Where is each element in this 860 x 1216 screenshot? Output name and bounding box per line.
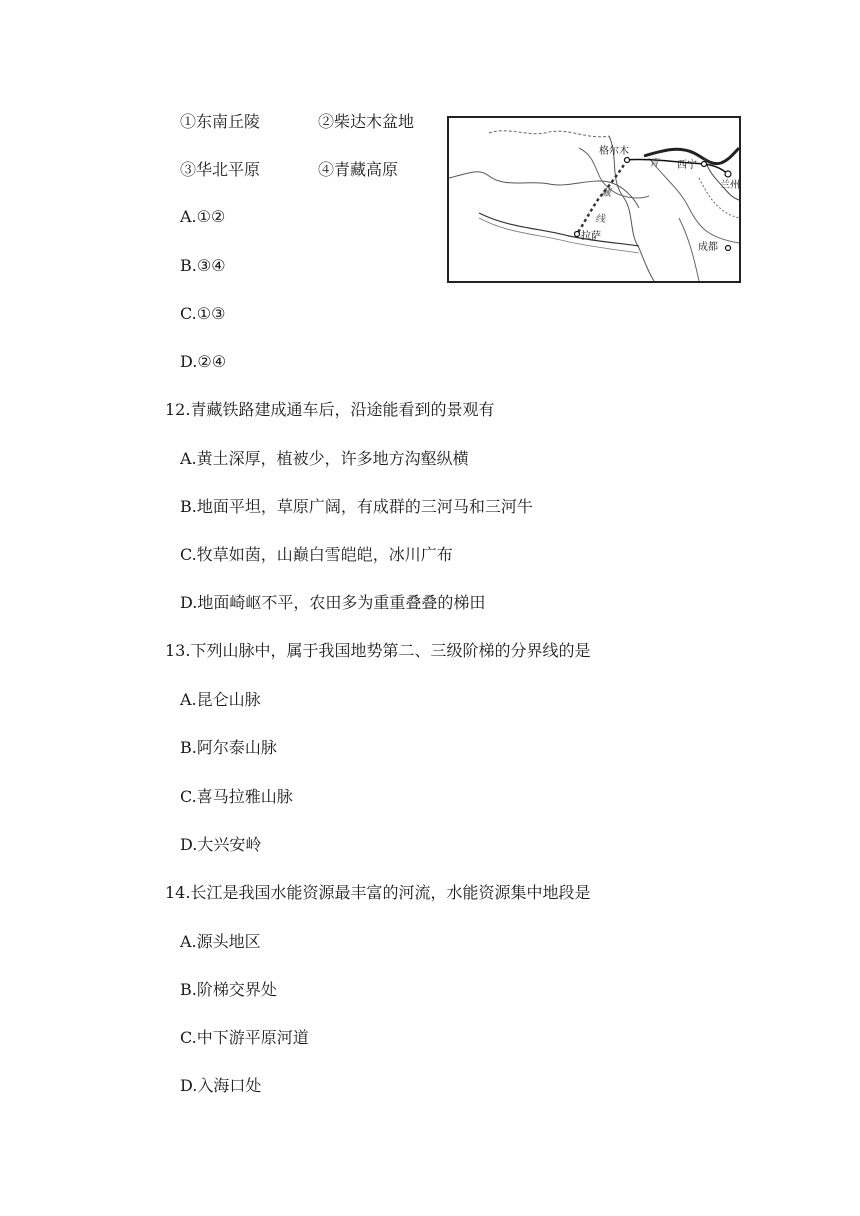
label-chengdu: 成都 xyxy=(698,242,718,253)
q12-option-d: D.地面崎岖不平，农田多为重重叠叠的梯田 xyxy=(180,593,486,612)
choice-1: ①东南丘陵 xyxy=(180,112,261,131)
label-golmud: 格尔木 xyxy=(599,146,629,157)
rail-char-qing: 青 xyxy=(649,158,659,169)
q14-option-c: C.中下游平原河道 xyxy=(180,1028,309,1047)
label-lhasa: 拉萨 xyxy=(581,231,601,242)
q12-option-a: A.黄土深厚，植被少，许多地方沟壑纵横 xyxy=(180,449,469,468)
lanzhou-dot xyxy=(725,171,731,177)
label-lanzhou: 兰州 xyxy=(720,180,740,191)
q13-option-c: C.喜马拉雅山脉 xyxy=(180,787,293,806)
q14-option-a: A.源头地区 xyxy=(180,932,261,951)
border-line-2 xyxy=(489,131,609,137)
choice-4: ④青藏高原 xyxy=(318,160,399,179)
q12-stem: 12.青藏铁路建成通车后，沿途能看到的景观有 xyxy=(165,400,495,419)
xining-dot xyxy=(702,162,707,167)
q14-option-b: B.阶梯交界处 xyxy=(180,980,277,999)
q11-option-c: C.①③ xyxy=(180,304,226,323)
river-2 xyxy=(479,218,639,253)
choice-2: ②柴达木盆地 xyxy=(318,112,415,131)
q13-option-d: D.大兴安岭 xyxy=(180,835,262,854)
rail-char-xian: 线 xyxy=(595,214,605,225)
q13-option-a: A.昆仑山脉 xyxy=(180,690,261,709)
chengdu-dot xyxy=(726,246,731,251)
q13-stem: 13.下列山脉中，属于我国地势第二、三级阶梯的分界线的是 xyxy=(165,641,591,660)
q14-option-d: D.入海口处 xyxy=(180,1076,262,1095)
river-1 xyxy=(479,213,639,246)
q11-option-b: B.③④ xyxy=(180,256,226,275)
label-xining: 西宁 xyxy=(677,160,697,171)
q11-option-d: D.②④ xyxy=(180,352,227,371)
rail-char-zang: 藏 xyxy=(601,188,611,199)
qinghai-tibet-railway-map xyxy=(447,116,741,283)
q12-option-c: C.牧草如茵，山巅白雪皑皑，冰川广布 xyxy=(180,545,453,564)
golmud-dot xyxy=(625,158,630,163)
q11-option-a: A.①② xyxy=(180,207,226,226)
q12-option-b: B.地面平坦，草原广阔，有成群的三河马和三河牛 xyxy=(180,497,533,516)
q13-option-b: B.阿尔泰山脉 xyxy=(180,738,277,757)
border-line-7 xyxy=(679,218,699,281)
map-drawing xyxy=(449,118,739,281)
q14-stem: 14.长江是我国水能资源最丰富的河流，水能资源集中地段是 xyxy=(165,883,591,902)
lhasa-dot xyxy=(575,232,580,237)
choice-3: ③华北平原 xyxy=(180,160,261,179)
